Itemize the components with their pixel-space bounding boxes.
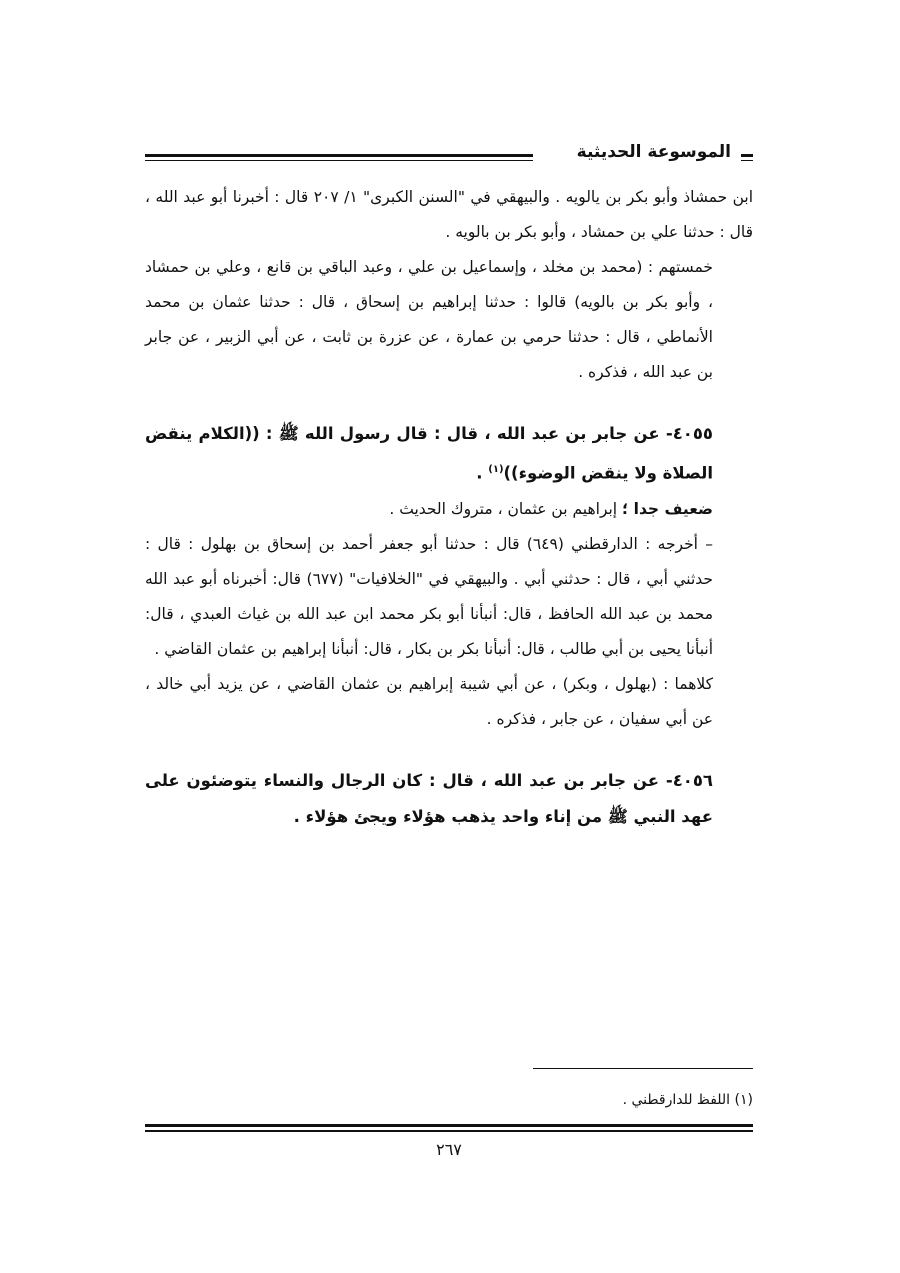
grade-label: ضعيف جدا ؛: [622, 499, 713, 518]
spacer: [145, 737, 753, 763]
takhrij-1: – أخرجه : الدارقطني (٦٤٩) قال : حدثنا أبو جعفر أحمد بن إسحاق بن بهلول : قال : حدثني أبي ، قال : حدثني أبي . والبيهقي في "الخلافيات" (٦٧٧) قال: أخبرناه أبو عبد الله محمد بن عبد الله الحافظ ، قال: أنبأنا أبو بكر محمد ابن عبد الله بن غياث العبدي ، قال: أنبأنا يحيى بن أبي طالب ، قال: أنبأنا بكر بن بكار ، قال: أنبأنا إبراهيم بن عثمان القاضي .: [145, 534, 714, 658]
footnote-separator: [533, 1068, 753, 1069]
bottom-double-rule: [145, 1124, 753, 1132]
paragraph-chain-2: خمستهم : (محمد بن مخلد ، وإسماعيل بن علي ، وعبد الباقي بن قانع ، وعلي بن حمشاد ، وأبو بكر بن بالويه) قالوا : حدثنا إبراهيم بن إسحاق ، قال : حدثنا عثمان بن محمد الأنماطي ، قال : حدثنا حرمي بن عمارة ، عن عزرة بن ثابت ، عن أبي الزبير ، عن جابر بن عبد الله ، فذكره .: [145, 258, 713, 381]
grade-text: إبراهيم بن عثمان ، متروك الحديث .: [389, 499, 623, 518]
hadith-4056: ٤٠٥٦- عن جابر بن عبد الله ، قال : كان الرجال والنساء يتوضئون على عهد النبي ﷺ من إناء واحد يذهب هؤلاء ويجئ هؤلاء .: [145, 770, 713, 826]
paragraph-chain-1: ابن حمشاذ وأبو بكر بن يالويه . والبيهقي في "السنن الكبرى" ١/ ٢٠٧ قال : أخبرنا أبو عبد الله ، قال : حدثنا علي بن حمشاد ، وأبو بكر بن بالويه .: [145, 188, 754, 241]
running-header: [145, 140, 753, 174]
book-page: [145, 140, 753, 1260]
footnote-1: (١) اللفظ للدارقطني .: [622, 1092, 753, 1108]
header-title: الموسوعة الحديثية: [567, 142, 741, 162]
header-rule-left: [145, 154, 533, 161]
takhrij-2: كلاهما : (بهلول ، وبكر) ، عن أبي شيبة إبراهيم بن عثمان القاضي ، عن يزيد أبي خالد ، عن أبي سفيان ، عن جابر ، فذكره .: [145, 674, 713, 728]
footnote-ref[interactable]: (١): [488, 464, 504, 475]
hadith-4055-end: .: [476, 463, 489, 483]
hadith-4055: [145, 416, 753, 492]
grade-line: [145, 492, 753, 527]
page-body: [145, 180, 753, 835]
spacer: [145, 390, 753, 416]
hadith-4055-text: ٤٠٥٥- عن جابر بن عبد الله ، قال : قال رسول الله ﷺ : ((الكلام ينقض الصلاة ولا ينقض الوضوء)): [145, 424, 713, 483]
header-rule-right: [741, 154, 753, 161]
page-number: ٢٦٧: [436, 1140, 462, 1159]
